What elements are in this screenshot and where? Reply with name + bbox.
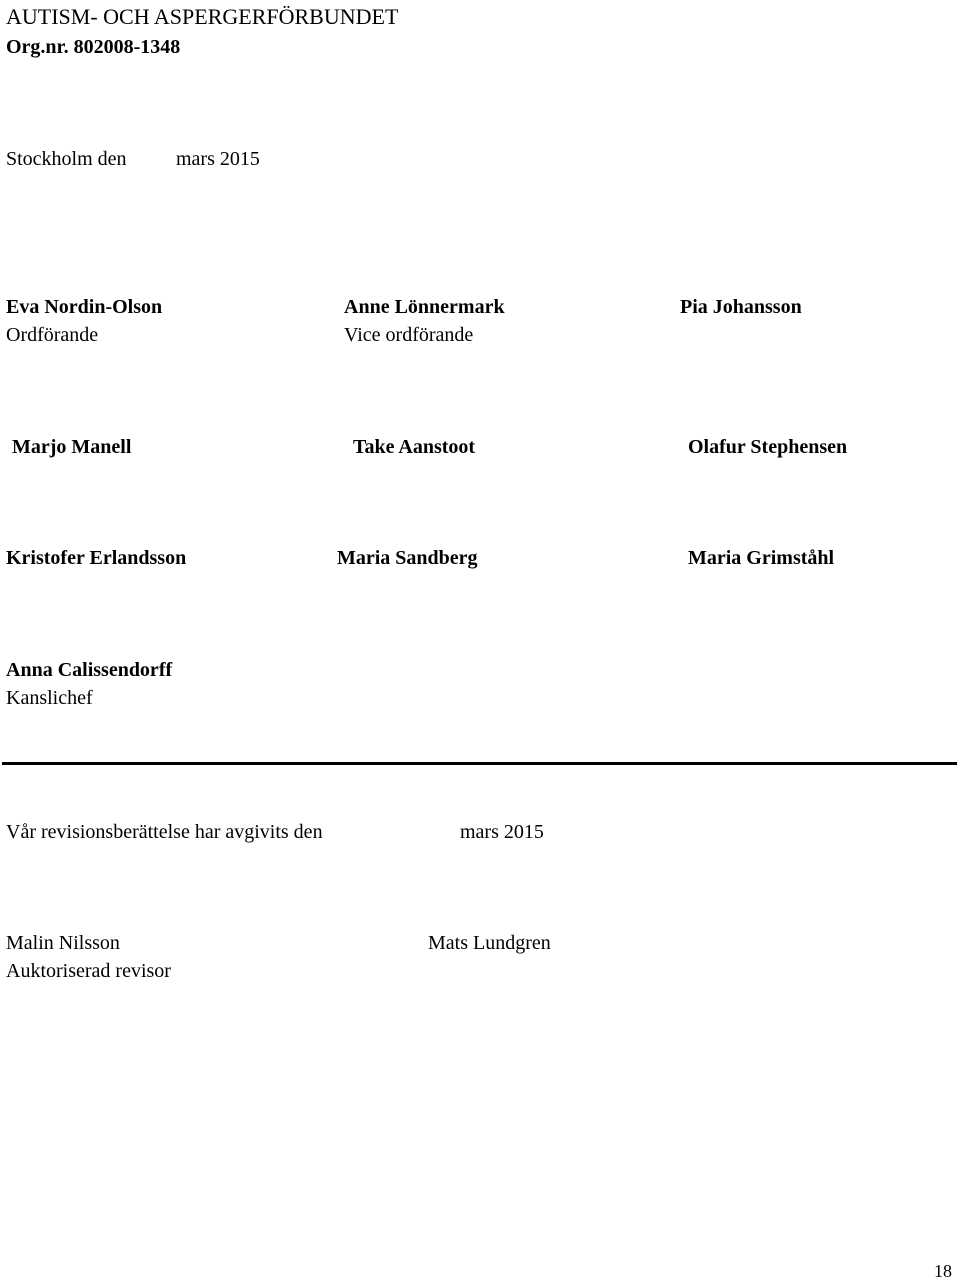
audit-date: mars 2015	[460, 821, 544, 843]
auditor-name: Malin Nilsson	[6, 932, 120, 954]
auditor-role: Auktoriserad revisor	[6, 960, 171, 982]
board-member-name: Eva Nordin-Olson	[6, 296, 163, 318]
audit-statement: Vår revisionsberättelse har avgivits den	[6, 821, 323, 843]
board-member-name: Pia Johansson	[680, 296, 802, 318]
staff-role: Kanslichef	[6, 687, 93, 709]
board-member-name: Maria Sandberg	[337, 547, 478, 569]
board-member-name: Marjo Manell	[12, 436, 132, 458]
auditor-name: Mats Lundgren	[428, 932, 551, 954]
board-member-name: Maria Grimståhl	[688, 547, 835, 569]
board-member-name: Take Aanstoot	[353, 436, 476, 458]
place-date: mars 2015	[176, 148, 260, 170]
board-member-name: Olafur Stephensen	[688, 436, 848, 458]
organization-number: Org.nr. 802008-1348	[6, 36, 181, 58]
board-member-name: Anne Lönnermark	[344, 296, 505, 318]
board-member-role: Vice ordförande	[344, 324, 474, 346]
staff-name: Anna Calissendorff	[6, 659, 173, 681]
place-label: Stockholm den	[6, 148, 127, 170]
organization-name: AUTISM- OCH ASPERGERFÖRBUNDET	[6, 4, 399, 29]
section-divider	[2, 762, 957, 765]
board-member-role: Ordförande	[6, 324, 99, 346]
board-member-name: Kristofer Erlandsson	[6, 547, 187, 569]
page-number: 18	[934, 1261, 952, 1281]
